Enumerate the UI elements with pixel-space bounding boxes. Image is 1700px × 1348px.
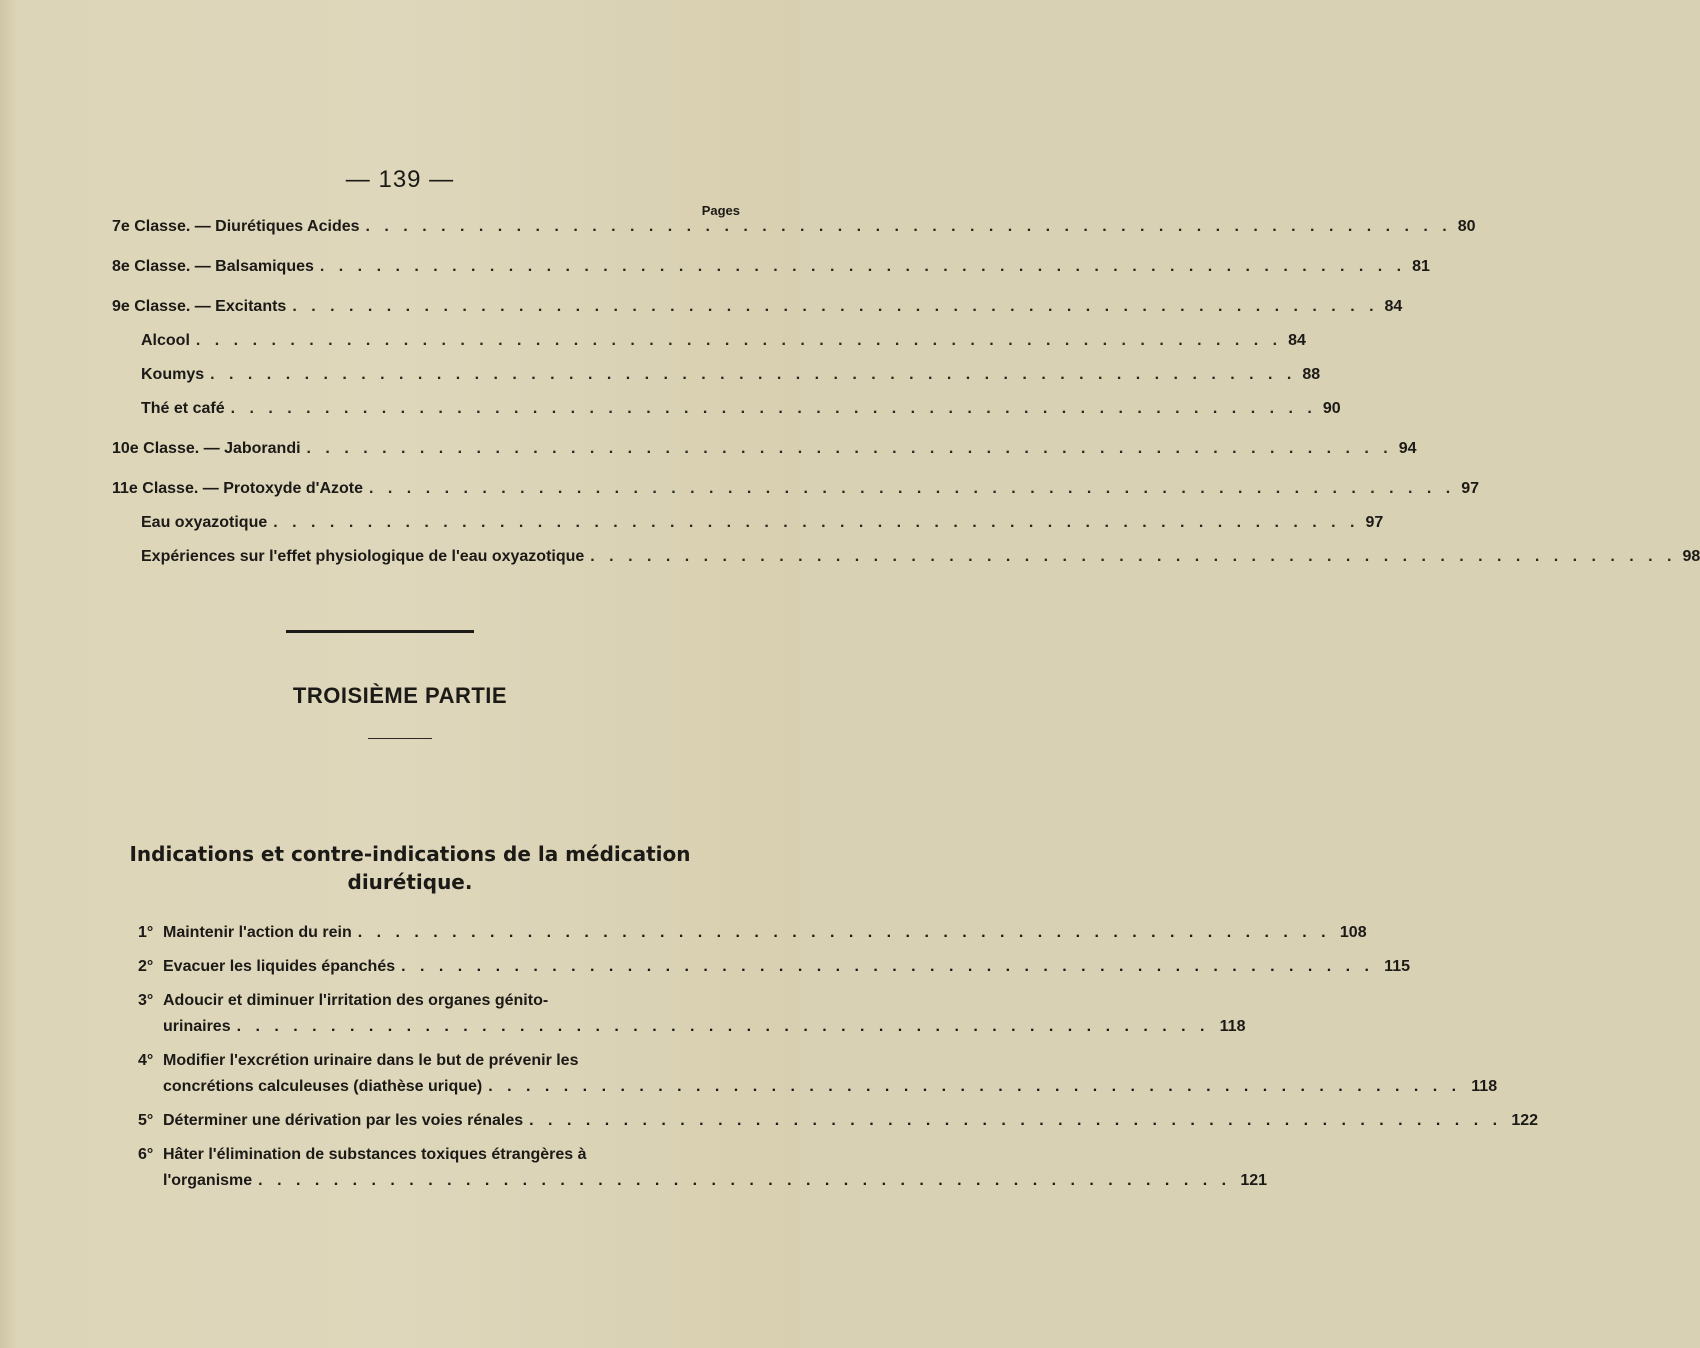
item-page: 118 <box>1219 1018 1246 1035</box>
toc-entry-page: 81 <box>1412 258 1430 275</box>
toc-subentry <box>112 400 1341 440</box>
section-divider <box>286 630 474 633</box>
leader-dots <box>358 920 1331 946</box>
toc-entry <box>112 440 1417 480</box>
list-item <box>138 920 1367 946</box>
toc-entry-page: 80 <box>1457 218 1476 235</box>
toc-entry-label: 10e Classe. — Jaborandi <box>112 440 301 457</box>
item-number: 6° <box>138 1146 154 1163</box>
item-text: Modifier l'excrétion urinaire dans le but de prévenir les <box>163 1052 579 1069</box>
item-page: 118 <box>1471 1078 1498 1095</box>
section-title <box>90 840 730 896</box>
toc-entry <box>112 298 1403 332</box>
leader-dots <box>529 1108 1502 1134</box>
toc-entry-page: 94 <box>1398 440 1417 457</box>
item-text: Adoucir et diminuer l'irritation des organes génito- <box>163 992 549 1009</box>
item-text: Maintenir l'action du rein <box>163 924 352 941</box>
toc-entry-page: 98 <box>1682 548 1700 565</box>
toc-entry-page: 97 <box>1461 480 1480 497</box>
leader-dots <box>231 400 1317 418</box>
leader-dots <box>366 218 1452 236</box>
part-title: TROISIÈME PARTIE <box>292 683 508 708</box>
leader-dots <box>320 258 1406 276</box>
item-text: Hâter l'élimination de substances toxiques étrangères à <box>163 1146 587 1163</box>
toc-entry-page: 97 <box>1365 514 1384 531</box>
item-text-continued: urinaires <box>163 1018 231 1035</box>
toc-entry-label: Eau oxyazotique <box>141 514 268 531</box>
leader-dots <box>590 548 1676 566</box>
indications-list <box>138 920 1539 1202</box>
leader-dots <box>258 1168 1231 1194</box>
item-number: 2° <box>138 958 154 975</box>
item-text: Evacuer les liquides épanchés <box>163 958 396 975</box>
toc-entry <box>112 480 1480 514</box>
toc-entry-label: 9e Classe. — Excitants <box>112 298 287 315</box>
item-page: 115 <box>1384 958 1410 975</box>
toc-entry-page: 88 <box>1302 366 1321 383</box>
toc-entry-label: Koumys <box>141 366 205 383</box>
item-text-continued: l'organisme <box>163 1172 253 1189</box>
pages-column-header: Pages <box>701 203 740 218</box>
toc-entry-label: Thé et café <box>141 400 225 417</box>
list-item <box>138 988 1246 1040</box>
toc-subentry <box>112 332 1306 366</box>
item-text-continued: concrétions calculeuses (diathèse urique) <box>163 1078 483 1095</box>
toc-entry-label: 11e Classe. — Protoxyde d'Azote <box>112 480 364 497</box>
leader-dots <box>488 1074 1461 1100</box>
leader-dots <box>196 332 1282 350</box>
leader-dots <box>369 480 1455 498</box>
leader-dots <box>292 298 1378 316</box>
leader-dots <box>307 440 1393 458</box>
short-divider <box>368 738 432 739</box>
toc-entry-label: Expériences sur l'effet physiologique de l'eau oxyazotique <box>141 548 585 565</box>
table-of-contents <box>112 218 1700 582</box>
toc-entry-label: Alcool <box>141 332 190 349</box>
item-number: 1° <box>138 924 154 941</box>
section-title-line: diurétique. <box>347 870 473 894</box>
toc-subentry <box>112 514 1384 548</box>
toc-entry-page: 90 <box>1322 400 1341 417</box>
leader-dots <box>273 514 1359 532</box>
leader-dots <box>237 1014 1210 1040</box>
toc-entry-page: 84 <box>1288 332 1306 349</box>
toc-entry-page: 84 <box>1384 298 1403 315</box>
toc-entry-label: 7e Classe. — Diurétiques Acides <box>112 218 360 235</box>
page-number: — 139 — <box>345 166 455 193</box>
item-text: Déterminer une dérivation par les voies rénales <box>163 1112 524 1129</box>
item-number: 4° <box>138 1052 154 1069</box>
item-number: 3° <box>138 992 154 1009</box>
leader-dots <box>210 366 1296 384</box>
list-item <box>138 1142 1268 1194</box>
list-item <box>138 1048 1498 1100</box>
item-page: 122 <box>1511 1112 1539 1129</box>
toc-subentry <box>112 366 1321 400</box>
toc-entry-label: 8e Classe. — Balsamiques <box>112 258 314 275</box>
list-item <box>138 1108 1539 1134</box>
item-number: 5° <box>138 1112 154 1129</box>
toc-subentry <box>112 548 1700 582</box>
list-item <box>138 954 1410 980</box>
toc-entry <box>112 258 1430 298</box>
item-page: 121 <box>1240 1172 1268 1189</box>
section-title-line: Indications et contre-indications de la médication <box>129 842 691 866</box>
toc-entry <box>112 218 1476 258</box>
item-page: 108 <box>1339 924 1367 941</box>
leader-dots <box>401 954 1374 980</box>
